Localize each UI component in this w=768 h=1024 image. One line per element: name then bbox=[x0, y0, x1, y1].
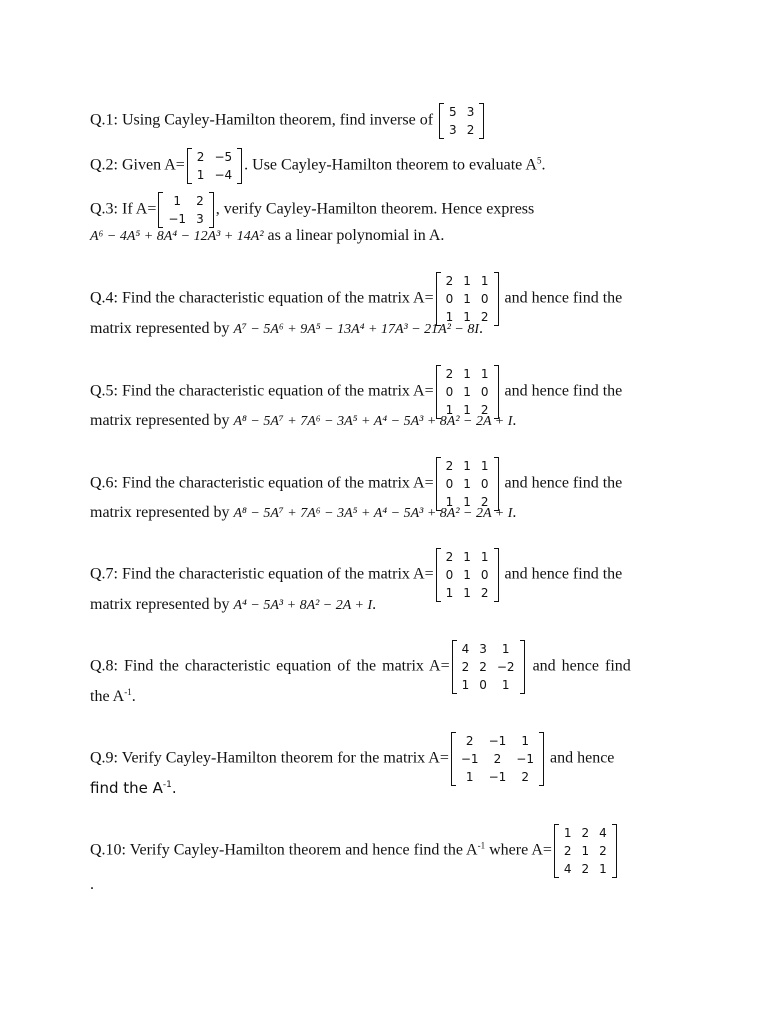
exponent: -1 bbox=[162, 780, 172, 790]
matrix-q4 bbox=[436, 272, 499, 326]
matrix-cell: 2 bbox=[461, 660, 470, 674]
matrix-body bbox=[456, 732, 539, 786]
matrix-q8 bbox=[452, 640, 525, 694]
matrix-cell: 3 bbox=[466, 105, 475, 119]
matrix-cell: 1 bbox=[445, 403, 454, 417]
question-4-text-after: and hence find the bbox=[500, 289, 623, 307]
matrix-row bbox=[457, 640, 520, 658]
matrix-cell: 1 bbox=[501, 642, 510, 656]
matrix-row bbox=[441, 548, 494, 566]
matrix-cell: 3 bbox=[449, 123, 457, 137]
matrix-cell: 1 bbox=[480, 459, 489, 473]
matrix-cell: 1 bbox=[480, 367, 489, 381]
matrix-cell: −4 bbox=[214, 168, 233, 182]
matrix-cell: 1 bbox=[463, 459, 471, 473]
question-3-text: Q.3: If A= bbox=[90, 200, 157, 218]
matrix-cell: 1 bbox=[599, 862, 607, 876]
matrix-cell: 2 bbox=[480, 403, 489, 417]
matrix-right-bracket bbox=[539, 732, 544, 786]
matrix-row bbox=[457, 676, 520, 694]
matrix-cell: −1 bbox=[460, 752, 479, 766]
question-8 bbox=[90, 640, 631, 694]
matrix-body bbox=[441, 272, 494, 326]
matrix-cell: −1 bbox=[168, 212, 187, 226]
matrix-cell: −1 bbox=[516, 752, 534, 766]
polynomial-expression: A⁸ − 5A⁷ + 7A⁶ − 3A⁵ + A⁴ − 5A³ + 8A² − 2A + I bbox=[233, 414, 513, 429]
matrix-cell: 0 bbox=[480, 477, 489, 491]
matrix-right-bracket bbox=[494, 548, 499, 602]
question-6-line-2 bbox=[90, 503, 516, 524]
matrix-cell: 1 bbox=[521, 734, 529, 748]
matrix-row bbox=[441, 365, 494, 383]
question-6-text: Q.6: Find the characteristic equation of the matrix A= bbox=[90, 474, 434, 492]
question-3-tail: as a linear polynomial in A. bbox=[263, 227, 445, 244]
polynomial-expression: A⁸ − 5A⁷ + 7A⁶ − 3A⁵ + A⁴ − 5A³ + 8A² − 2A + I bbox=[233, 506, 513, 521]
question-1 bbox=[90, 103, 486, 139]
matrix-cell: 3 bbox=[196, 212, 204, 226]
question-3 bbox=[90, 192, 534, 228]
matrix-cell: 1 bbox=[463, 586, 471, 600]
matrix-cell: −5 bbox=[214, 150, 233, 164]
question-4 bbox=[90, 272, 622, 326]
matrix-cell: 2 bbox=[581, 826, 590, 840]
matrix-row bbox=[444, 121, 479, 139]
matrix-cell: 2 bbox=[581, 862, 590, 876]
matrix-cell: 0 bbox=[480, 568, 489, 582]
matrix-cell: 1 bbox=[581, 844, 590, 858]
matrix-right-bracket bbox=[494, 272, 499, 326]
question-10-text: Q.10: Verify Cayley-Hamilton theorem and hence find the A bbox=[90, 841, 478, 859]
matrix-q9 bbox=[451, 732, 544, 786]
matrix-right-bracket bbox=[520, 640, 525, 694]
question-4-line-2 bbox=[90, 319, 483, 340]
matrix-q7 bbox=[436, 548, 499, 602]
matrix-cell: 4 bbox=[599, 826, 607, 840]
matrix-cell: 1 bbox=[463, 568, 471, 582]
matrix-cell: 1 bbox=[501, 678, 510, 692]
matrix-body bbox=[192, 148, 237, 184]
matrix-row bbox=[456, 750, 539, 768]
matrix-cell: 2 bbox=[445, 459, 454, 473]
matrix-row bbox=[441, 290, 494, 308]
matrix-cell: 1 bbox=[463, 367, 471, 381]
question-7-text: Q.7: Find the characteristic equation of the matrix A= bbox=[90, 565, 434, 583]
question-7-line2-text: matrix represented by bbox=[90, 596, 234, 613]
question-8-text-after: and hence find bbox=[526, 657, 631, 675]
question-5-line2-text: matrix represented by bbox=[90, 412, 234, 429]
matrix-cell: 1 bbox=[173, 194, 182, 208]
matrix-cell: 1 bbox=[463, 310, 471, 324]
question-8-line-2 bbox=[90, 687, 136, 707]
question-5-line-2 bbox=[90, 411, 516, 432]
matrix-cell: 0 bbox=[445, 385, 454, 399]
question-7-text-after: and hence find the bbox=[500, 565, 623, 583]
matrix-cell: 1 bbox=[445, 495, 454, 509]
matrix-cell: 2 bbox=[445, 274, 454, 288]
matrix-row bbox=[559, 842, 612, 860]
matrix-cell: 4 bbox=[563, 862, 572, 876]
matrix-cell: 1 bbox=[463, 292, 471, 306]
question-9-line-2 bbox=[90, 778, 177, 798]
question-9-text: Q.9: Verify Cayley-Hamilton theorem for the matrix A= bbox=[90, 749, 449, 767]
matrix-cell: 1 bbox=[463, 403, 471, 417]
matrix-row bbox=[441, 475, 494, 493]
matrix-right-bracket bbox=[209, 192, 214, 228]
question-2 bbox=[90, 148, 545, 184]
matrix-cell: 1 bbox=[465, 770, 474, 784]
matrix-cell: 0 bbox=[445, 477, 454, 491]
matrix-cell: 2 bbox=[196, 194, 204, 208]
matrix-cell: 1 bbox=[196, 168, 205, 182]
matrix-row bbox=[441, 584, 494, 602]
question-3-text-after: , verify Cayley-Hamilton theorem. Hence express bbox=[215, 200, 535, 218]
matrix-q1 bbox=[439, 103, 484, 139]
question-10-text-mid: where A= bbox=[485, 841, 552, 859]
matrix-row bbox=[192, 148, 237, 166]
punctuation: . bbox=[171, 779, 177, 797]
question-5-text: Q.5: Find the characteristic equation of the matrix A= bbox=[90, 382, 434, 400]
matrix-cell: 1 bbox=[480, 274, 489, 288]
matrix-cell: 1 bbox=[463, 274, 471, 288]
matrix-cell: 2 bbox=[480, 586, 489, 600]
punctuation: . bbox=[131, 688, 136, 705]
matrix-cell: 1 bbox=[445, 586, 454, 600]
question-3-line-2 bbox=[90, 226, 444, 247]
matrix-cell: 0 bbox=[480, 292, 489, 306]
question-6-line2-text: matrix represented by bbox=[90, 504, 234, 521]
matrix-cell: 2 bbox=[480, 495, 489, 509]
punctuation: . bbox=[372, 596, 377, 613]
matrix-cell: 2 bbox=[493, 752, 502, 766]
polynomial-expression: A⁶ − 4A⁵ + 8A⁴ − 12A³ + 14A² bbox=[90, 229, 264, 244]
matrix-body bbox=[444, 103, 479, 139]
matrix-row bbox=[163, 192, 208, 210]
matrix-row bbox=[559, 824, 612, 842]
matrix-cell: 3 bbox=[479, 642, 487, 656]
matrix-right-bracket bbox=[237, 148, 242, 184]
polynomial-expression: A⁷ − 5A⁶ + 9A⁵ − 13A⁴ + 17A³ − 21A² − 8I bbox=[233, 322, 480, 337]
matrix-body bbox=[559, 824, 612, 878]
question-7 bbox=[90, 548, 622, 602]
matrix-cell: −1 bbox=[488, 770, 507, 784]
matrix-cell: 2 bbox=[563, 844, 572, 858]
matrix-cell: 0 bbox=[445, 568, 454, 582]
matrix-cell: 4 bbox=[461, 642, 470, 656]
question-10 bbox=[90, 824, 619, 878]
exponent: -1 bbox=[124, 687, 132, 697]
punctuation: . bbox=[479, 320, 484, 337]
matrix-cell: 2 bbox=[445, 367, 454, 381]
matrix-q3 bbox=[158, 192, 213, 228]
matrix-q2 bbox=[187, 148, 242, 184]
matrix-row bbox=[444, 103, 479, 121]
matrix-row bbox=[559, 860, 612, 878]
matrix-cell: 2 bbox=[466, 123, 475, 137]
question-9-text-after: and hence bbox=[545, 749, 615, 767]
polynomial-expression: A⁴ − 5A³ + 8A² − 2A + I bbox=[233, 598, 373, 613]
question-4-line2-text: matrix represented by bbox=[90, 320, 234, 337]
matrix-row bbox=[192, 166, 237, 184]
matrix-cell: −1 bbox=[488, 734, 507, 748]
matrix-row bbox=[441, 383, 494, 401]
punctuation: . bbox=[541, 156, 546, 174]
matrix-body bbox=[457, 640, 520, 694]
matrix-cell: 1 bbox=[463, 550, 471, 564]
question-1-text: Q.1: Using Cayley-Hamilton theorem, find inverse of bbox=[90, 111, 438, 129]
matrix-cell: 2 bbox=[480, 310, 489, 324]
matrix-right-bracket bbox=[479, 103, 484, 139]
matrix-row bbox=[441, 457, 494, 475]
question-8-line2-text: the A bbox=[90, 688, 125, 705]
matrix-cell: 1 bbox=[461, 678, 470, 692]
question-2-text: Q.2: Given A= bbox=[90, 156, 185, 174]
question-2-text-after: . Use Cayley-Hamilton theorem to evaluate A bbox=[244, 156, 537, 174]
matrix-cell: 0 bbox=[479, 678, 487, 692]
trailing-period: . bbox=[90, 876, 94, 893]
matrix-cell: 2 bbox=[465, 734, 474, 748]
question-7-line-2 bbox=[90, 595, 376, 616]
question-6-text-after: and hence find the bbox=[500, 474, 623, 492]
matrix-q10 bbox=[554, 824, 617, 878]
question-4-text: Q.4: Find the characteristic equation of the matrix A= bbox=[90, 289, 434, 307]
matrix-body bbox=[163, 192, 208, 228]
matrix-row bbox=[456, 768, 539, 786]
question-9-line2-text: find the A bbox=[90, 779, 163, 797]
question-8-text: Q.8: Find the characteristic equation of the matrix A= bbox=[90, 657, 450, 675]
matrix-cell: 1 bbox=[463, 477, 471, 491]
punctuation: . bbox=[512, 504, 517, 521]
matrix-cell: 1 bbox=[463, 495, 471, 509]
matrix-cell: −2 bbox=[496, 660, 515, 674]
exponent: 5 bbox=[536, 155, 542, 166]
matrix-cell: 0 bbox=[480, 385, 489, 399]
matrix-cell: 1 bbox=[463, 385, 471, 399]
matrix-row bbox=[456, 732, 539, 750]
exponent: -1 bbox=[477, 840, 486, 851]
matrix-cell: 2 bbox=[521, 770, 529, 784]
matrix-cell: 1 bbox=[563, 826, 572, 840]
matrix-body bbox=[441, 548, 494, 602]
matrix-row bbox=[441, 566, 494, 584]
matrix-cell: 2 bbox=[196, 150, 205, 164]
matrix-cell: 0 bbox=[445, 292, 454, 306]
punctuation: . bbox=[512, 412, 517, 429]
question-5-text-after: and hence find the bbox=[500, 382, 623, 400]
matrix-row bbox=[441, 272, 494, 290]
matrix-cell: 2 bbox=[599, 844, 607, 858]
matrix-cell: 1 bbox=[445, 310, 454, 324]
matrix-right-bracket bbox=[612, 824, 617, 878]
matrix-cell: 2 bbox=[445, 550, 454, 564]
matrix-cell: 1 bbox=[480, 550, 489, 564]
matrix-cell: 5 bbox=[449, 105, 457, 119]
matrix-cell: 2 bbox=[479, 660, 487, 674]
matrix-row bbox=[457, 658, 520, 676]
